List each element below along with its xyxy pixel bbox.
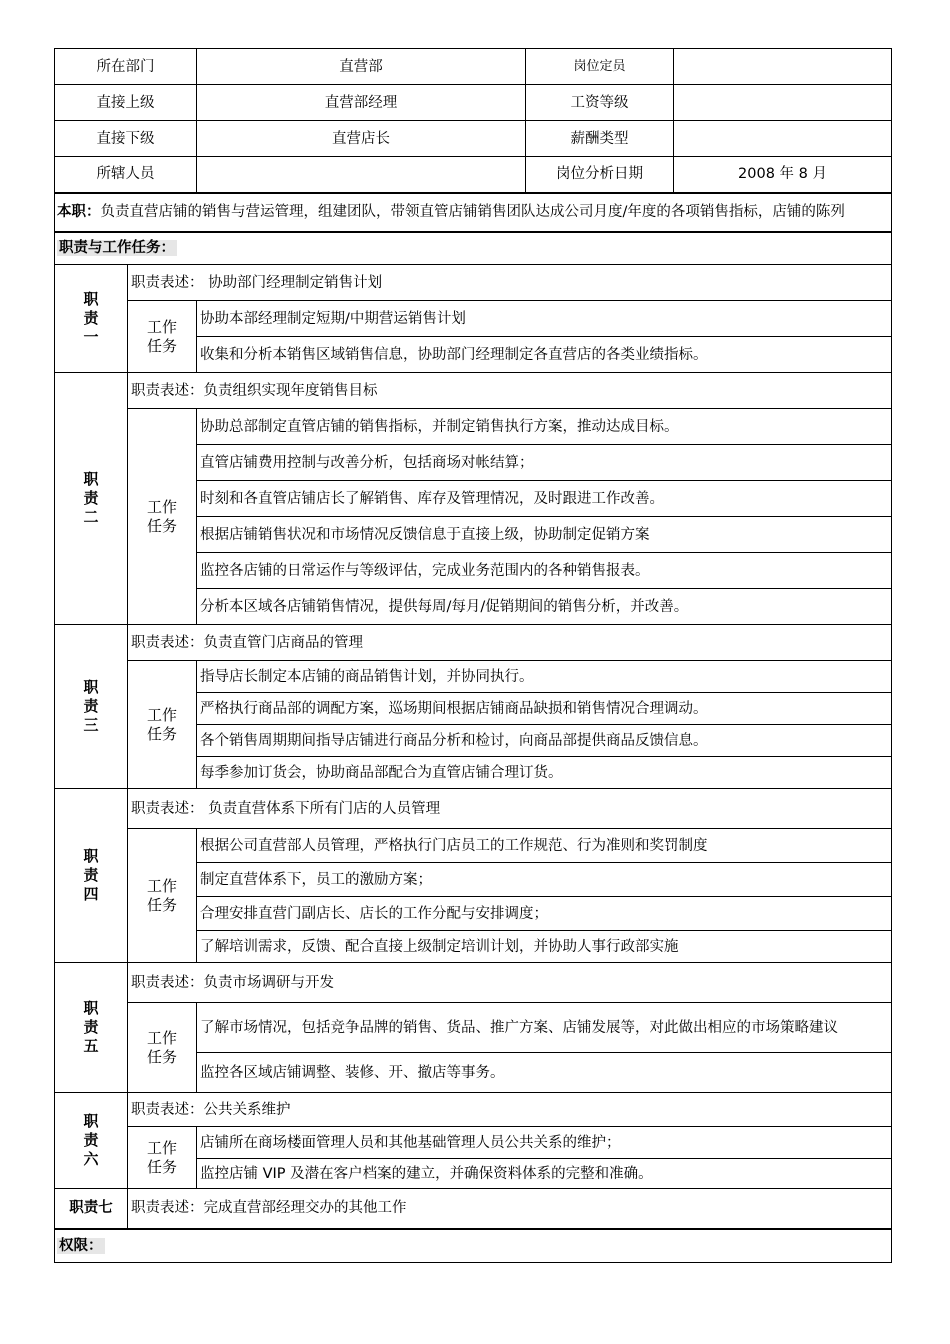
- duty-3-task: 各个销售周期期间指导店铺进行商品分析和检讨，向商品部提供商品反馈信息。: [197, 725, 892, 757]
- staff-value: [197, 157, 526, 193]
- duty-3-task: 严格执行商品部的调配方案，巡场期间根据店铺商品缺损和销售情况合理调动。: [197, 693, 892, 725]
- duties-heading: 职责与工作任务：: [59, 240, 175, 257]
- duties-heading-row: [55, 232, 892, 265]
- duty-2-statement: 职责表述：负责组织实现年度销售目标: [128, 373, 892, 409]
- duty-5-statement: 职责表述：负责市场调研与开发: [128, 963, 892, 1003]
- authority-cell: [55, 1229, 892, 1263]
- role-label: 本职：: [57, 204, 101, 220]
- duty-3-task: 指导店长制定本店铺的商品销售计划，并协同执行。: [197, 661, 892, 693]
- superior-label: 直接上级: [55, 85, 197, 121]
- duty-2-task: 时刻和各直管店铺店长了解销售、库存及管理情况，及时跟进工作改善。: [197, 481, 892, 517]
- work-task-label: 工作 任务: [128, 1003, 197, 1093]
- duty-6-task: 监控店铺 VIP 及潜在客户档案的建立，并确保资料体系的完整和准确。: [197, 1159, 892, 1189]
- duty-2-task: 直管店铺费用控制与改善分析，包括商场对帐结算；: [197, 445, 892, 481]
- role-row: [55, 193, 892, 232]
- salary-grade-label: 工资等级: [526, 85, 674, 121]
- work-task-label: 工作 任务: [128, 829, 197, 963]
- role-text: 负责直营店铺的销售与营运管理，组建团队，带领直管店铺销售团队达成公司月度/年度的各项销售指标，店铺的陈列: [100, 204, 845, 220]
- duty-1-task: 收集和分析本销售区域销售信息，协助部门经理制定各直营店的各类业绩指标。: [197, 337, 892, 373]
- duty-7-statement: 职责表述：完成直营部经理交办的其他工作: [128, 1189, 892, 1229]
- pay-type-label: 薪酬类型: [526, 121, 674, 157]
- duty-2-label: 职 责 二: [55, 373, 128, 625]
- dept-label: 所在部门: [55, 49, 197, 85]
- header-row: [55, 85, 892, 121]
- duties-heading-cell: [55, 232, 892, 265]
- authority-label: 权限：: [59, 1237, 103, 1254]
- work-task-label: 工作 任务: [128, 661, 197, 789]
- duty-5-label: 职 责 五: [55, 963, 128, 1093]
- analysis-date-value: 2008 年 8 月: [674, 157, 892, 193]
- duty-1-statement: 职责表述： 协助部门经理制定销售计划: [128, 265, 892, 301]
- analysis-date-label: 岗位分析日期: [526, 157, 674, 193]
- job-description-sheet: [54, 48, 891, 1263]
- work-task-label: 工作 任务: [128, 301, 197, 373]
- pay-type-value: [674, 121, 892, 157]
- duty-4-task: 了解培训需求，反馈、配合直接上级制定培训计划，并协助人事行政部实施: [197, 931, 892, 963]
- duty-2-task: 协助总部制定直管店铺的销售指标，并制定销售执行方案，推动达成目标。: [197, 409, 892, 445]
- duty-3-task: 每季参加订货会，协助商品部配合为直管店铺合理订货。: [197, 757, 892, 789]
- duty-2-task: 监控各店铺的日常运作与等级评估，完成业务范围内的各种销售报表。: [197, 553, 892, 589]
- duty-6-label: 职 责 六: [55, 1093, 128, 1189]
- dept-value: 直营部: [197, 49, 526, 85]
- duty-4-statement: 职责表述： 负责直营体系下所有门店的人员管理: [128, 789, 892, 829]
- duty-6-task: 店铺所在商场楼面管理人员和其他基础管理人员公共关系的维护；: [197, 1127, 892, 1159]
- duty-1-label: 职 责 一: [55, 265, 128, 373]
- headcount-label: 岗位定员: [526, 49, 674, 85]
- salary-grade-value: [674, 85, 892, 121]
- job-description-table: [54, 48, 892, 1263]
- duty-2-task: 根据店铺销售状况和市场情况反馈信息于直接上级，协助制定促销方案: [197, 517, 892, 553]
- subordinate-value: 直营店长: [197, 121, 526, 157]
- header-row: [55, 121, 892, 157]
- duty-6-statement: 职责表述：公共关系维护: [128, 1093, 892, 1127]
- duty-3-label: 职 责 三: [55, 625, 128, 789]
- duty-2-task: 分析本区域各店铺销售情况，提供每周/每月/促销期间的销售分析，并改善。: [197, 589, 892, 625]
- duty-5-task: 监控各区域店铺调整、装修、开、撤店等事务。: [197, 1053, 892, 1093]
- duty-4-task: 合理安排直营门副店长、店长的工作分配与安排调度；: [197, 897, 892, 931]
- duty-1-task: 协助本部经理制定短期/中期营运销售计划: [197, 301, 892, 337]
- staff-label: 所辖人员: [55, 157, 197, 193]
- duty-5-task: 了解市场情况，包括竞争品牌的销售、货品、推广方案、店铺发展等，对此做出相应的市场策略建议: [197, 1003, 892, 1053]
- headcount-value: [674, 49, 892, 85]
- duty-3-statement: 职责表述：负责直管门店商品的管理: [128, 625, 892, 661]
- header-row: [55, 49, 892, 85]
- work-task-label: 工作 任务: [128, 1127, 197, 1189]
- work-task-label: 工作 任务: [128, 409, 197, 625]
- superior-value: 直营部经理: [197, 85, 526, 121]
- header-row: [55, 157, 892, 193]
- duty-7-label: 职责七: [55, 1189, 128, 1229]
- duty-4-task: 制定直营体系下，员工的激励方案；: [197, 863, 892, 897]
- role-cell: [55, 193, 892, 232]
- subordinate-label: 直接下级: [55, 121, 197, 157]
- duty-4-label: 职 责 四: [55, 789, 128, 963]
- duty-4-task: 根据公司直营部人员管理，严格执行门店员工的工作规范、行为准则和奖罚制度: [197, 829, 892, 863]
